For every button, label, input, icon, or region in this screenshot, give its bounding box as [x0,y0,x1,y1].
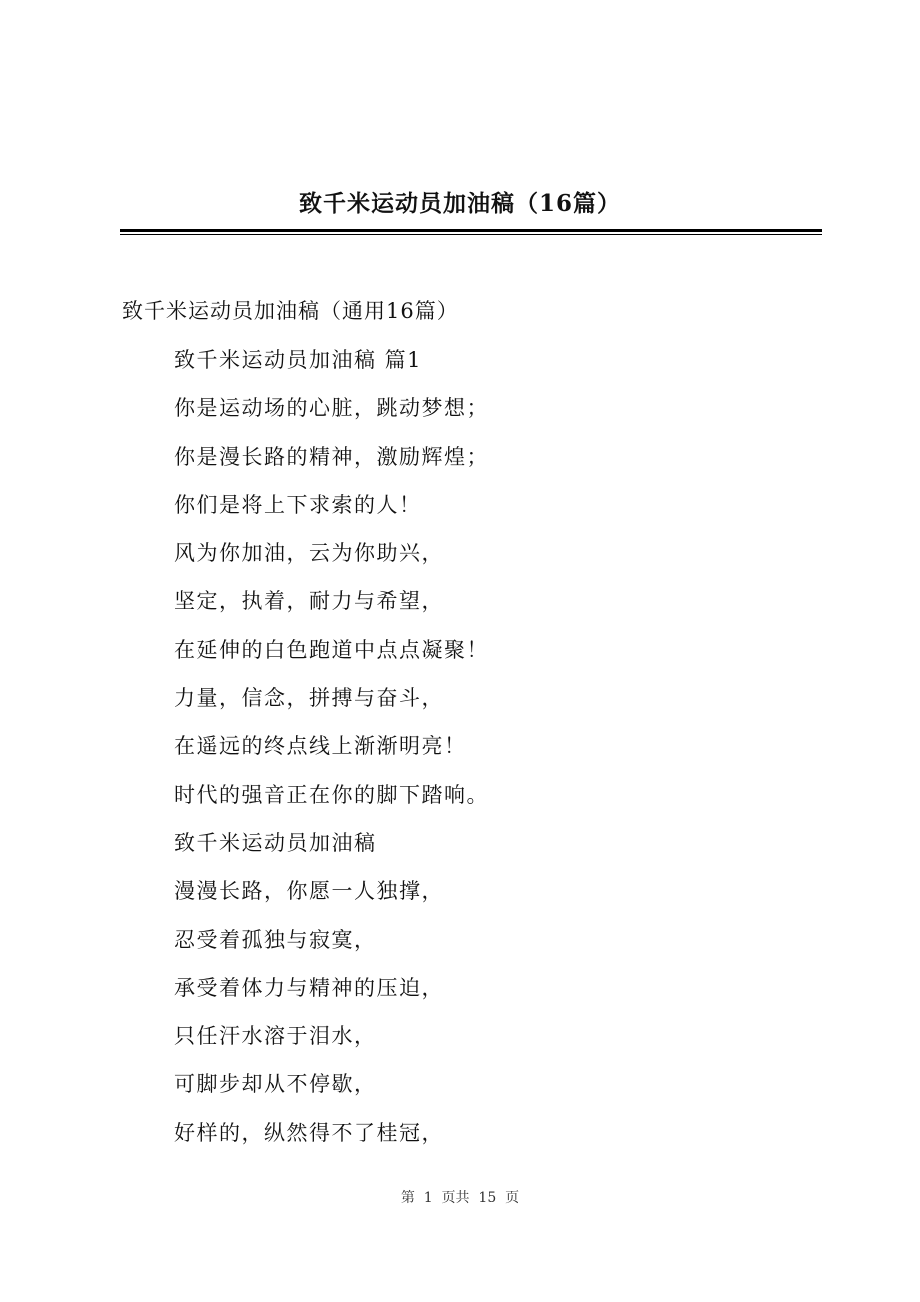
body-line: 在延伸的白色跑道中点点凝聚！ [174,637,489,662]
body-line: 坚定，执着，耐力与希望， [174,589,444,614]
body-line: 忍受着孤独与寂寞， [174,927,377,952]
body-line: 时代的强音正在你的脚下踏响。 [174,782,489,807]
body-line: 漫漫长路，你愿一人独撑， [174,879,444,904]
body-line: 你是漫长路的精神，激励辉煌； [174,444,489,469]
document-subtitle: 致千米运动员加油稿（通用16篇） [122,299,459,323]
body-line: 承受着体力与精神的压迫， [174,975,444,1000]
body-line: 风为你加油，云为你助兴， [174,541,444,566]
page-number-footer: 第 1 页共 15 页 [400,1190,520,1206]
body-line: 致千米运动员加油稿 [174,830,377,855]
body-line: 你们是将上下求索的人！ [174,492,422,517]
body-line: 致千米运动员加油稿 篇1 [174,348,423,372]
body-line: 你是运动场的心脏，跳动梦想； [174,396,489,421]
title-rule-thick [120,229,822,232]
body-line: 好样的，纵然得不了桂冠， [174,1120,444,1145]
title-rule-thin [120,234,822,235]
body-line: 力量，信念，拼搏与奋斗， [174,686,444,711]
document-title: 致千米运动员加油稿（16篇） [298,190,621,217]
body-line: 在遥远的终点线上渐渐明亮！ [174,734,467,759]
body-line: 可脚步却从不停歇， [174,1072,377,1097]
body-line: 只任汗水溶于泪水， [174,1024,377,1049]
body-text [174,342,489,1163]
